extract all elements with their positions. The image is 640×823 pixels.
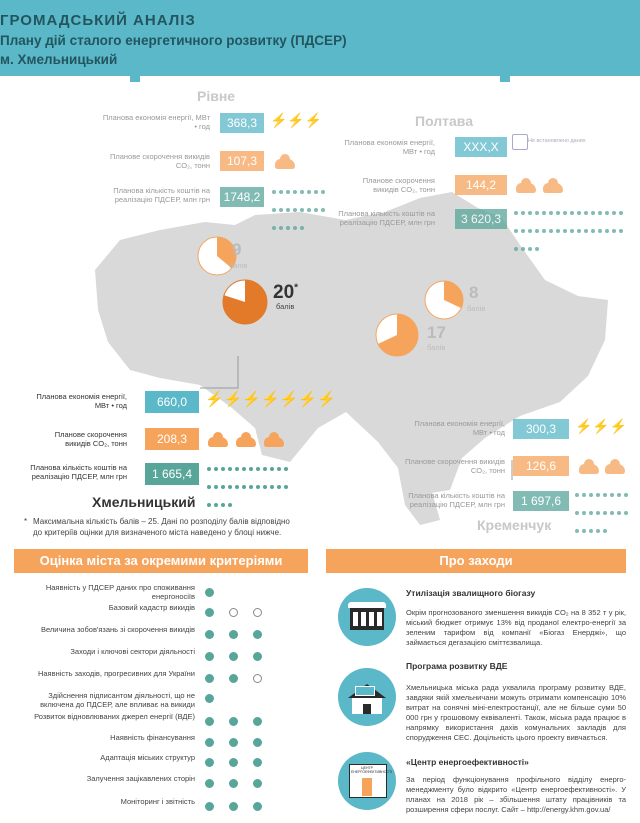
poltava-co2-value: 144,2 <box>455 175 507 195</box>
kremenchuk-score-unit: балів <box>427 343 446 352</box>
cloud-icon <box>605 464 625 474</box>
khmelnytskyi-co2-value: 208,3 <box>145 428 199 450</box>
solar-house-icon <box>338 668 396 726</box>
cloud-icon <box>543 183 563 193</box>
coins-icon <box>207 460 291 514</box>
poltava-co2-label: Планове скорочення викидів CO₂, тонн <box>362 176 435 194</box>
rivne-score: 9 <box>232 240 242 259</box>
measures-section-title: Про заходи <box>326 549 626 573</box>
energy-center-icon: ЦЕНТР ЕНЕРГОЕФЕКТИВНОСТІ <box>338 752 396 810</box>
poltava-funds-label: Планова кількість коштів на реалізацію ПДСЕР, млн грн <box>338 209 435 227</box>
criterion-dot-filled <box>205 652 214 661</box>
criterion-dot-filled <box>205 802 214 811</box>
poltava-energy-value: ХХХ,Х <box>455 137 507 157</box>
rivne-energy-value: 368,3 <box>220 113 264 133</box>
footnote-mark: * <box>24 517 28 526</box>
rivne-co2-value: 107,3 <box>220 151 264 171</box>
khmelnytskyi-energy-label: Планова економія енергії, МВт • год <box>36 392 127 410</box>
rivne-energy-label: Планова економія енергії, МВт • год <box>102 113 210 131</box>
cloud-icon <box>579 464 599 474</box>
kremenchuk-energy-value: 300,3 <box>513 419 569 439</box>
criteria-section-title: Оцінка міста за окремими критеріями <box>14 549 308 573</box>
poltava-energy-label: Планова економія енергії, МВт • год <box>344 138 435 156</box>
page-city: м. Хмельницький <box>0 52 118 67</box>
footnote: Максимальна кількість балів – 25. Дані по розподілу балів відповідно до критеріїв оцінки для визначеного міста наведено у блоці нижче. <box>33 517 290 537</box>
cloud-icon <box>275 159 295 169</box>
cloud-icon <box>516 183 536 193</box>
rivne-co2-label: Планове скорочення викидів CO₂, тонн <box>109 152 210 170</box>
criterion-dot-filled <box>229 779 238 788</box>
khmelnytskyi-energy-value: 660,0 <box>145 391 199 413</box>
criterion-dot-filled <box>205 717 214 726</box>
criterion-dot-filled <box>205 779 214 788</box>
poltava-no-data-note: Не встановлено даних <box>528 138 586 144</box>
no-data-icon <box>512 134 528 150</box>
criterion-dot-filled <box>253 758 262 767</box>
city-name-khmelnytskyi: Хмельницький <box>92 494 196 510</box>
rivne-score-pie <box>197 236 237 276</box>
criterion-label: Адаптація міських структур <box>100 753 195 762</box>
kremenchuk-score-pie <box>375 313 419 357</box>
criterion-dot-filled <box>205 674 214 683</box>
rivne-funds-value: 1748,2 <box>220 187 264 207</box>
kremenchuk-funds-label: Планова кількість коштів на реалізацію ПДСЕР, млн грн <box>408 491 505 509</box>
measure-2-title: Програма розвитку ВДЕ <box>406 661 508 671</box>
criterion-dot-filled <box>205 588 214 597</box>
criterion-dot-filled <box>205 738 214 747</box>
page-subtitle: Плану дій сталого енергетичного розвитку (ПДСЕР) <box>0 33 347 48</box>
measure-3-title: «Центр енергоефективності» <box>406 757 529 767</box>
poltava-funds-value: 3 620,3 <box>455 209 507 229</box>
criterion-label: Заходи і ключові сектори діяльності <box>70 647 195 656</box>
rivne-score-unit: балів <box>229 261 248 270</box>
criterion-dot-filled <box>253 652 262 661</box>
criterion-label: Базовий кадастр викидів <box>108 603 195 612</box>
criterion-dot-filled <box>205 630 214 639</box>
measure-3-text: За період функціонування профільного відділу енерго-менеджменту було відкрито «Центр енергоефективності». У планах на 2018 рік – збільшення штату працівників та розширення сфери послуг. Сайт – http://energy.khm.gov.ua/ <box>406 775 626 814</box>
criterion-dot-filled <box>229 802 238 811</box>
criterion-label: Наявність заходів, прогресивних для України <box>37 669 195 678</box>
criterion-label: Величина зобов'язань зі скорочення викидів <box>40 625 195 634</box>
khmelnytskyi-funds-value: 1 665,4 <box>145 463 199 485</box>
khmelnytskyi-score-unit: балів <box>276 302 295 311</box>
khmelnytskyi-funds-label: Планова кількість коштів на реалізацію ПДСЕР, млн грн <box>30 463 127 481</box>
criterion-dot-filled <box>253 717 262 726</box>
lightning-icon: ⚡⚡⚡ <box>270 112 323 128</box>
criterion-dot-filled <box>229 738 238 747</box>
lightning-icon: ⚡⚡⚡⚡⚡⚡⚡ <box>205 391 336 408</box>
cloud-icon <box>264 437 284 447</box>
criterion-dot-filled <box>229 717 238 726</box>
criterion-dot-filled <box>205 608 214 617</box>
kremenchuk-funds-value: 1 697,6 <box>513 491 569 511</box>
criterion-dot-filled <box>205 758 214 767</box>
kremenchuk-energy-label: Планова економія енергії, МВт • год <box>414 419 505 437</box>
criterion-dot-filled <box>253 630 262 639</box>
kremenchuk-co2-value: 126,6 <box>513 456 569 476</box>
criterion-dot-filled <box>205 694 214 703</box>
criterion-dot-filled <box>253 738 262 747</box>
poltava-score-unit: балів <box>467 304 486 313</box>
khmelnytskyi-score: 20* <box>273 282 299 303</box>
criterion-dot-filled <box>229 652 238 661</box>
coins-icon <box>575 486 631 540</box>
khmelnytskyi-score-pie <box>222 279 268 325</box>
criterion-dot-filled <box>229 674 238 683</box>
criterion-label: Наявність фінансування <box>110 733 195 742</box>
criterion-label: Наявність у ПДСЕР даних про споживання енергоносіїв <box>45 583 195 601</box>
criterion-label: Розвиток відновлюваних джерел енергії (ВДЕ) <box>34 712 195 721</box>
lightning-icon: ⚡⚡⚡ <box>575 418 628 434</box>
criterion-dot-empty <box>229 608 238 617</box>
cloud-icon <box>208 437 228 447</box>
city-name-kremenchuk: Кременчук <box>477 517 552 533</box>
measure-1-title: Утилізація звалищного біогазу <box>406 588 536 598</box>
criterion-label: Здійснення підписантом діяльності, що не включена до ПДСЕР, але впливає на викиди <box>40 691 195 709</box>
rivne-funds-label: Планова кількість коштів на реалізацію ПДСЕР, млн грн <box>113 186 210 204</box>
criterion-dot-filled <box>253 779 262 788</box>
khmelnytskyi-co2-label: Планове скорочення викидів CO₂, тонн <box>54 430 127 448</box>
criterion-label: Моніторинг і звітність <box>120 797 195 806</box>
city-name-rivne: Рівне <box>197 88 236 104</box>
criterion-dot-empty <box>253 608 262 617</box>
poltava-score: 8 <box>469 283 479 302</box>
measure-1-text: Окрім прогнозованого зменшення викидів CO₂ на 8 352 т у рік, міський бюджет отримує 13% від проданої електро-енергії за зеленим тарифом від компанії «Біогаз Енерджі», що займається дегазацією сміттєзвалища. <box>406 608 626 647</box>
measure-2-text: Хмельницька міська рада ухвалила програму розвитку ВДЕ, завдяки якій хмельничани можуть отримати компенсацію 10% витрат на сонячні міні-електростанції, але не більше суми 50 000 грн у грошовому еквіваленті. Також, міська рада працює в напрямку використання дахів комунальних закладів для спорудження СЕС. Доцільність цього проекту вивчається. <box>406 683 626 742</box>
landfill-icon <box>338 588 396 646</box>
criterion-label: Залучення зацікавлених сторін <box>86 774 195 783</box>
criterion-dot-empty <box>253 674 262 683</box>
criterion-dot-filled <box>229 758 238 767</box>
coins-icon <box>514 204 626 258</box>
kremenchuk-co2-label: Планове скорочення викидів CO₂, тонн <box>404 457 505 475</box>
header-banner <box>0 0 640 76</box>
city-name-poltava: Полтава <box>415 113 474 129</box>
criterion-dot-filled <box>253 802 262 811</box>
poltava-score-pie <box>424 280 464 320</box>
cloud-icon <box>236 437 256 447</box>
kremenchuk-score: 17 <box>427 323 446 342</box>
page-title: ГРОМАДСЬКИЙ АНАЛІЗ <box>0 12 196 29</box>
criterion-dot-filled <box>229 630 238 639</box>
